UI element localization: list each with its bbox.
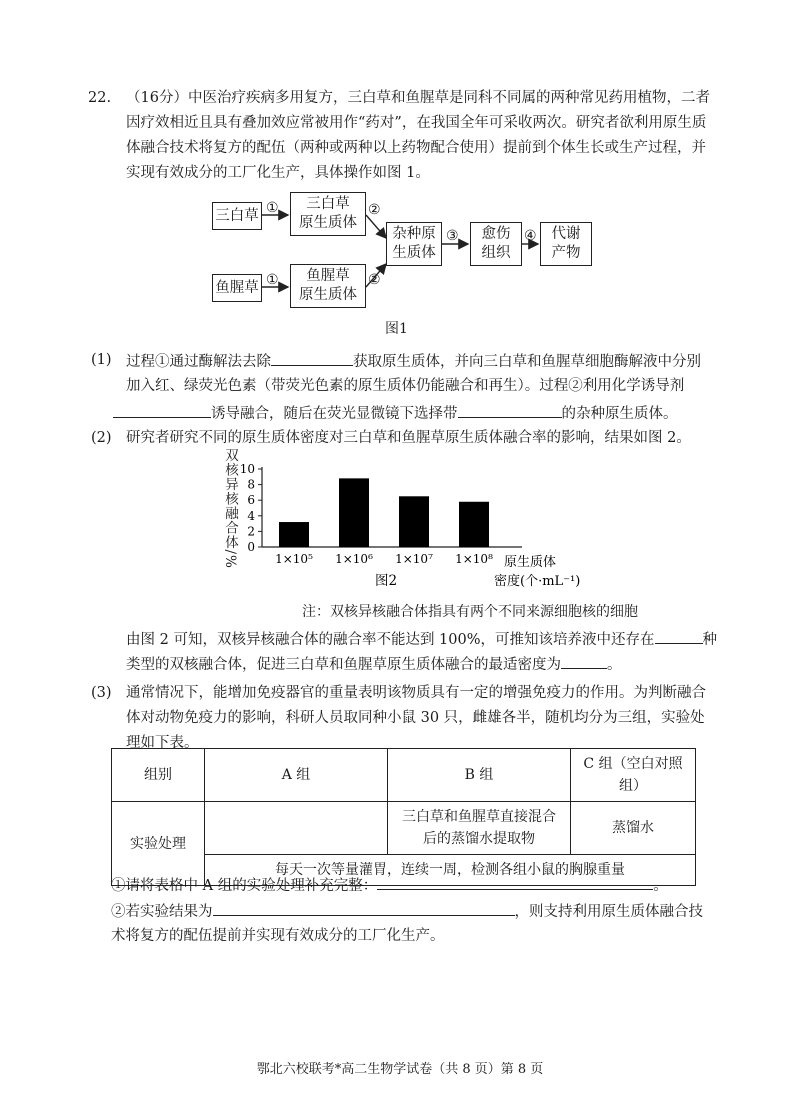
blank-2[interactable] (113, 402, 211, 418)
cell-group-c-treatment: 蒸馏水 (571, 802, 696, 855)
plant-b-box (212, 274, 262, 302)
part-1-line-1 (126, 350, 701, 372)
chart-x-tick-label: 1×10⁸ (455, 552, 493, 566)
table-treatment-row (112, 802, 696, 855)
metabolite-box (540, 222, 592, 266)
part-2-line-3-a: 类型的双核融合体，促进三白草和鱼腥草原生质体融合的最适密度为 (126, 657, 561, 673)
part-1-line-2: 加入红、绿荧光色素（带荧光色素的原生质体仍能融合和再生）。过程②利用化学诱导剂 (126, 378, 685, 394)
part-3-q1 (111, 874, 668, 896)
blank-3[interactable] (458, 402, 562, 418)
part-1-number: (1) (91, 352, 112, 368)
chart-y-tick-label: 6 (247, 493, 255, 508)
part-2-number: (2) (91, 430, 112, 446)
chart-y-tick-label: 8 (247, 477, 255, 492)
step-4-label: ④ (524, 228, 537, 244)
part-2-note: 注：双核异核融合体指具有两个不同来源细胞核的细胞 (302, 604, 638, 620)
row-label-treatment: 实验处理 (112, 802, 205, 886)
hybrid-protoplast-box (386, 222, 442, 266)
part-1-line-1-b: 获取原生质体，并向三白草和鱼腥草细胞酶解液中分别 (353, 354, 701, 370)
part-3-q2 (111, 900, 703, 922)
part-1-line-3 (113, 402, 678, 424)
chart-y-tick-label: 0 (247, 540, 255, 554)
chart-y-axis-label: 双核异核融合体/% (222, 448, 238, 569)
callus-box (470, 222, 522, 266)
plant-b-label: 鱼腥草 (215, 279, 259, 296)
part-3-q1-end: 。 (653, 878, 668, 894)
metabolite-line-2: 产物 (551, 245, 581, 261)
hybrid-line-2: 生质体 (392, 245, 436, 261)
part-3-line-2: 体对动物免疫力的影响，科研人员取同种小鼠 30 只，雌雄各半，随机均分为三组，实验处 (126, 710, 705, 726)
part-3-q2-b: ，则支持利用原生质体融合技 (514, 904, 703, 920)
step-1-label-b: ① (266, 272, 279, 288)
step-1-label-a: ① (266, 200, 279, 216)
protoplast-a-line-1: 三白草 (306, 196, 350, 212)
part-3-line-3: 理如下表。 (126, 735, 199, 751)
step-2-label-a: ② (368, 202, 381, 218)
chart-x-axis-label-line-1: 原生质体 (504, 555, 557, 570)
chart-bar (339, 478, 369, 547)
header-group: 组别 (112, 749, 205, 802)
figure-1-caption: 图1 (385, 321, 408, 337)
part-1-line-1-a: 过程①通过酶解法去除 (126, 354, 271, 370)
part-2-line-3-b: 。 (607, 657, 622, 673)
part-2-line-2 (126, 628, 717, 650)
header-group-b: B 组 (388, 749, 571, 802)
cell-group-b-treatment (388, 802, 571, 855)
intro-line-2: 因疗效相近且具有叠加效应常被用作“药对”，在我国全年可采收两次。研究者欲利用原生质 (126, 115, 707, 131)
cell-b-line-2: 后的蒸馏水提取物 (423, 831, 535, 847)
protoplast-a-box (290, 192, 366, 236)
chart-x-axis-label-line-2: 密度(个·mL⁻¹) (494, 574, 581, 589)
callus-line-2: 组织 (481, 245, 511, 261)
part-1-line-3-a: 诱导融合，随后在荧光显微镜下选择带 (211, 406, 458, 422)
step-2-label-b: ② (368, 272, 381, 288)
intro-line-1: （16分）中医治疗疾病多用复方，三白草和鱼腥草是同科不同属的两种常见药用植物，二者 (126, 90, 710, 106)
cell-common-procedure: 每天一次等量灌胃，连续一周，检测各组小鼠的胸腺重量 (205, 855, 696, 886)
blank-1[interactable] (271, 350, 353, 366)
plant-a-box (212, 202, 262, 230)
plant-a-label: 三白草 (215, 207, 259, 224)
protoplast-b-box (290, 264, 366, 308)
chart-title: 图2 (374, 573, 398, 589)
blank-4[interactable] (655, 628, 703, 644)
protoplast-b-line-2: 原生质体 (299, 287, 357, 303)
chart-x-tick-label: 1×10⁶ (335, 552, 373, 566)
experiment-table (111, 748, 696, 886)
chart-x-tick-label: 1×10⁷ (395, 552, 433, 566)
part-2-line-1: 研究者研究不同的原生质体密度对三白草和鱼腥草原生质体融合率的影响，结果如图 2。 (126, 430, 691, 446)
part-2-line-2-a: 由图 2 可知，双核异核融合体的融合率不能达到 100%，可推知该培养液中还存在 (126, 632, 655, 648)
chart-y-tick-label: 10 (239, 462, 255, 476)
chart-canvas (212, 444, 602, 616)
part-3-q2-line-2: 术将复方的配伍提前并实现有效成分的工厂化生产。 (111, 928, 445, 944)
blank-5[interactable] (561, 653, 607, 669)
page-footer: 鄂北六校联考*高二生物学试卷（共 8 页）第 8 页 (256, 1062, 544, 1077)
arrow-step-2-a (366, 215, 386, 238)
step-3-label: ③ (446, 228, 459, 244)
part-1-line-3-b: 的杂种原生质体。 (561, 406, 678, 422)
chart-bar (279, 522, 309, 547)
blank-7[interactable] (213, 900, 515, 916)
cell-group-a-treatment[interactable] (205, 802, 388, 855)
figure-1-flow-diagram (210, 188, 630, 338)
protoplast-b-line-1: 鱼腥草 (306, 268, 350, 284)
cell-b-line-1: 三白草和鱼腥草直接混合 (402, 809, 556, 825)
question-number: 22. (88, 90, 112, 106)
table-header-row (112, 749, 696, 802)
header-group-a: A 组 (205, 749, 388, 802)
metabolite-line-1: 代谢 (551, 226, 581, 242)
chart-x-tick-label: 1×10⁵ (275, 552, 313, 566)
protoplast-a-line-2: 原生质体 (299, 215, 357, 231)
chart-y-tick-label: 4 (247, 508, 255, 523)
chart-bar (459, 502, 489, 547)
part-2-line-2-b: 种 (702, 632, 718, 648)
intro-line-4: 实现有效成分的工厂化生产，具体操作如图 1。 (126, 165, 430, 181)
part-2-line-3 (126, 653, 622, 675)
callus-line-1: 愈伤 (481, 226, 511, 242)
figure-2-bar-chart (212, 444, 602, 616)
part-3-number: (3) (91, 685, 112, 701)
chart-bar (399, 496, 429, 547)
blank-6[interactable] (377, 874, 653, 890)
part-3-line-1: 通常情况下，能增加免疫器官的重量表明该物质具有一定的增强免疫力的作用。为判断融合 (126, 685, 706, 701)
intro-line-3: 体融合技术将复方的配伍（两种或两种以上药物配合使用）提前到个体生长或生产过程，并 (126, 140, 706, 156)
chart-y-tick-label: 2 (247, 524, 255, 539)
part-3-q2-a: ②若实验结果为 (111, 904, 213, 920)
hybrid-line-1: 杂种原 (392, 226, 436, 242)
header-group-c: C 组（空白对照组） (571, 749, 696, 802)
part-3-q1-text: ①请将表格中 A 组的实验处理补充完整： (111, 878, 378, 894)
